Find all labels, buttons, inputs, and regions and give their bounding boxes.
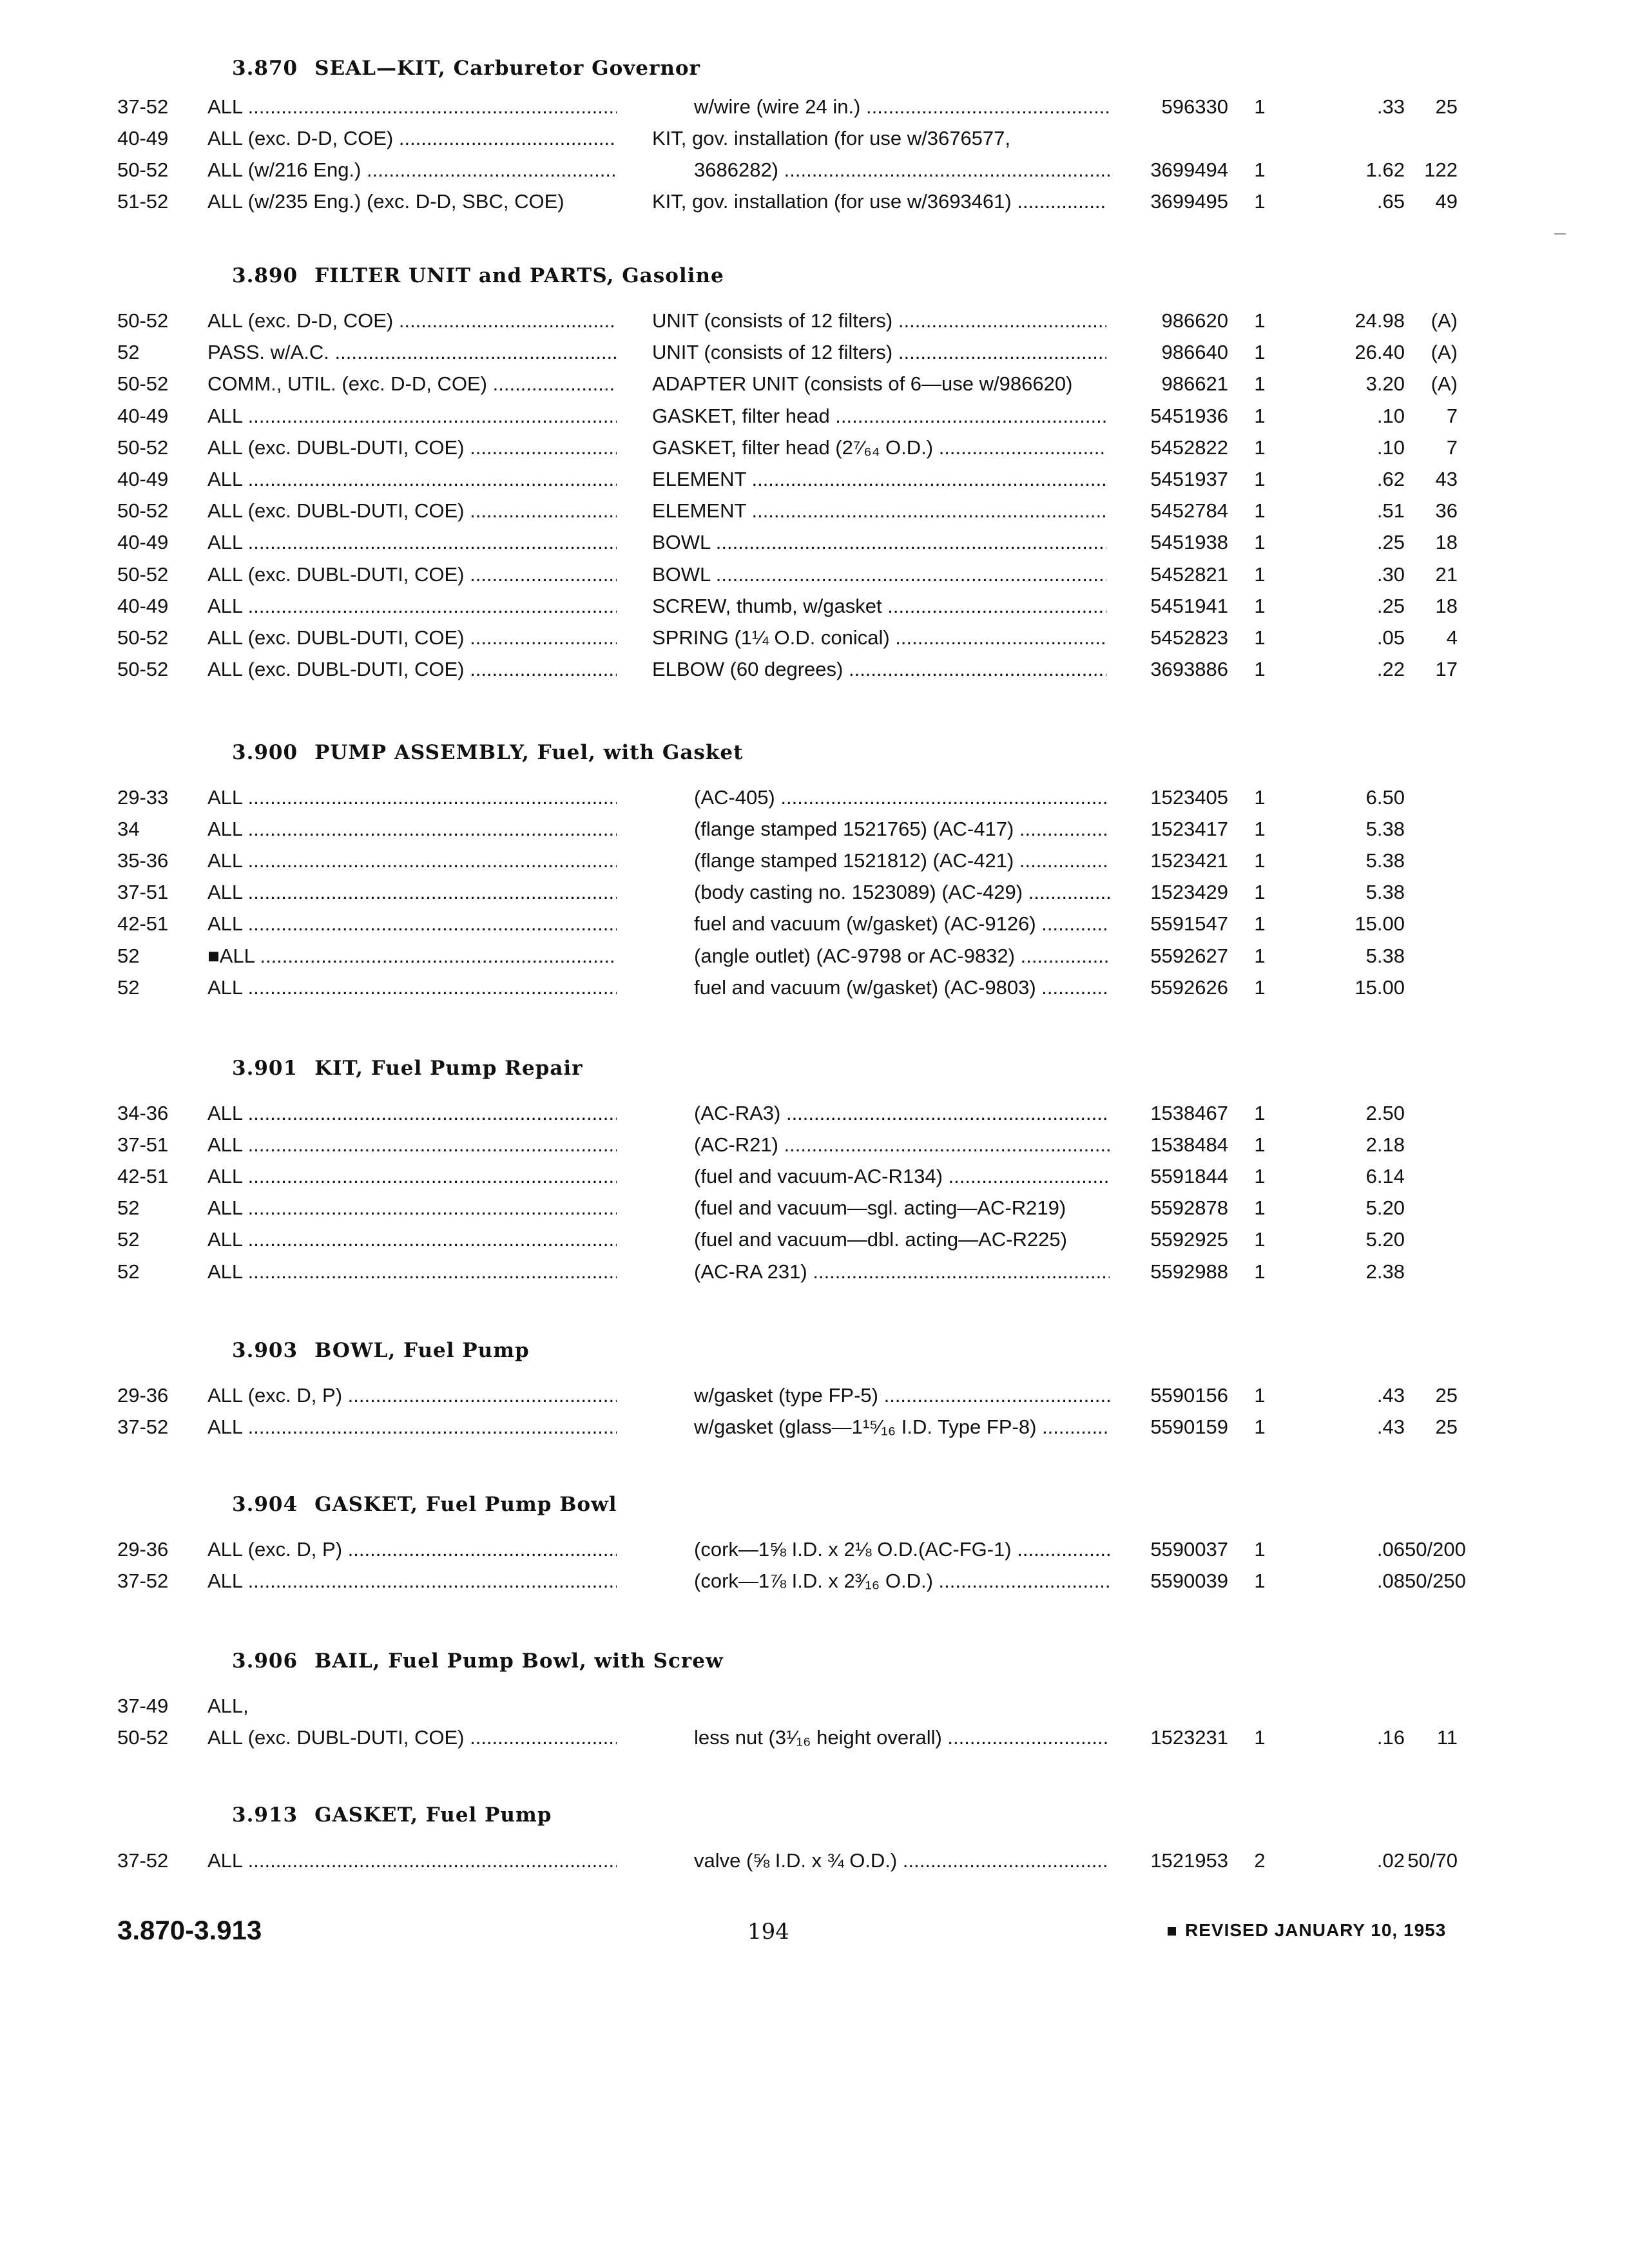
- model-years: 37-51: [117, 881, 169, 903]
- parts-row: [0, 464, 1629, 495]
- part-number: 1523231: [1150, 1726, 1228, 1749]
- part-description: (AC-RA 231) .....: [694, 1256, 1110, 1287]
- model-applicability: ALL .....: [207, 972, 617, 1003]
- section-title: [232, 57, 700, 80]
- model-applicability: ALL (exc. DUBL-DUTI, COE) .....: [207, 495, 617, 526]
- model-applicability: ALL (exc. DUBL-DUTI, COE) .....: [207, 1722, 617, 1753]
- part-description: BOWL .....: [652, 559, 1106, 590]
- parts-row: [0, 1380, 1629, 1411]
- list-price: .10: [1376, 436, 1405, 459]
- model-applicability: ALL .....: [207, 91, 617, 122]
- model-applicability: PASS. w/A.C. .....: [207, 337, 617, 368]
- model-applicability: ALL .....: [207, 908, 617, 939]
- package-quantity: 49: [1435, 190, 1458, 213]
- model-applicability: ALL (exc. D-D, COE) .....: [207, 123, 617, 154]
- quantity: 1: [1254, 945, 1266, 967]
- parts-row: [0, 1256, 1629, 1287]
- parts-row: [0, 1098, 1629, 1129]
- model-applicability: ALL .....: [207, 845, 617, 876]
- parts-row: [0, 1224, 1629, 1255]
- part-number: 1521953: [1150, 1849, 1228, 1872]
- section-title: [232, 1339, 530, 1362]
- part-description: UNIT (consists of 12 filters) .....: [652, 337, 1106, 368]
- quantity: 1: [1254, 595, 1266, 617]
- model-years: 37-52: [117, 1416, 169, 1438]
- model-applicability: ALL .....: [207, 1845, 617, 1876]
- quantity: 1: [1254, 818, 1266, 840]
- part-description: w/gasket (glass—1¹⁵⁄₁₆ I.D. Type FP-8) .....: [694, 1412, 1110, 1443]
- quantity: 2: [1254, 1849, 1266, 1872]
- list-price: .33: [1376, 95, 1405, 118]
- quantity: 1: [1254, 881, 1266, 903]
- model-years: 52: [117, 945, 140, 967]
- part-number: 5451937: [1150, 468, 1228, 490]
- parts-row: [0, 1534, 1629, 1565]
- list-price: 5.38: [1365, 945, 1405, 967]
- part-description: (AC-RA3) .....: [694, 1098, 1110, 1129]
- model-applicability: ALL (exc. DUBL-DUTI, COE) .....: [207, 432, 617, 463]
- model-years: 40-49: [117, 531, 169, 553]
- part-number: 3699495: [1150, 190, 1228, 213]
- part-description: SCREW, thumb, w/gasket .....: [652, 591, 1106, 622]
- quantity: 1: [1254, 1416, 1266, 1438]
- model-applicability: ALL .....: [207, 1566, 617, 1597]
- model-applicability: ALL (exc. D, P) .....: [207, 1380, 617, 1411]
- model-applicability: ALL .....: [207, 527, 617, 558]
- part-number: 5592925: [1150, 1228, 1228, 1251]
- part-description: (flange stamped 1521765) (AC-417) .....: [694, 814, 1110, 845]
- model-years: 50-52: [117, 159, 169, 181]
- list-price: 24.98: [1354, 309, 1405, 332]
- list-price: .08: [1376, 1570, 1405, 1592]
- model-years: 50-52: [117, 499, 169, 522]
- part-number: 5592878: [1150, 1196, 1228, 1219]
- model-years: 37-51: [117, 1133, 169, 1156]
- parts-row: [0, 1129, 1629, 1160]
- package-quantity: 17: [1435, 658, 1458, 680]
- section-title: [232, 1057, 583, 1080]
- parts-row: [0, 559, 1629, 590]
- package-quantity: 25: [1435, 1384, 1458, 1407]
- part-number: 5452823: [1150, 626, 1228, 649]
- part-description: (body casting no. 1523089) (AC-429) .....: [694, 877, 1110, 908]
- package-quantity: 50/250: [1405, 1570, 1466, 1592]
- parts-row: [0, 1412, 1629, 1443]
- model-years: 34-36: [117, 1102, 169, 1124]
- part-number: 5592626: [1150, 976, 1228, 999]
- parts-row: [0, 527, 1629, 558]
- package-quantity: 50/200: [1405, 1538, 1466, 1561]
- parts-row: [0, 972, 1629, 1003]
- footer-section-range: 3.870-3.913: [117, 1915, 262, 1945]
- parts-row: [0, 495, 1629, 526]
- list-price: 6.50: [1365, 786, 1405, 809]
- list-price: 5.38: [1365, 849, 1405, 872]
- parts-row: [0, 1722, 1629, 1753]
- section-number: 3.906: [232, 1649, 298, 1673]
- model-applicability: ALL .....: [207, 591, 617, 622]
- list-price: 1.62: [1365, 159, 1405, 181]
- part-description: (fuel and vacuum-AC-R134) .....: [694, 1161, 1110, 1192]
- section-title: [232, 1649, 724, 1673]
- parts-row: [0, 1566, 1629, 1597]
- model-years: 50-52: [117, 658, 169, 680]
- quantity: 1: [1254, 1196, 1266, 1219]
- package-quantity: 18: [1435, 595, 1458, 617]
- part-number: 5452784: [1150, 499, 1228, 522]
- package-quantity: 7: [1446, 436, 1458, 459]
- list-price: .51: [1376, 499, 1405, 522]
- footer-revised-note: [1168, 1920, 1446, 1941]
- quantity: 1: [1254, 563, 1266, 586]
- parts-row: [0, 432, 1629, 463]
- quantity: 1: [1254, 1260, 1266, 1283]
- quantity: 1: [1254, 468, 1266, 490]
- part-number: 1523417: [1150, 818, 1228, 840]
- model-applicability: COMM., UTIL. (exc. D-D, COE) .....: [207, 369, 617, 399]
- model-applicability: ALL .....: [207, 1224, 617, 1255]
- part-number: 5590156: [1150, 1384, 1228, 1407]
- part-number: 1523429: [1150, 881, 1228, 903]
- quantity: 1: [1254, 405, 1266, 427]
- parts-row: [0, 622, 1629, 653]
- list-price: 2.38: [1365, 1260, 1405, 1283]
- part-description: 3686282) .....: [694, 155, 1110, 186]
- part-number: 5452822: [1150, 436, 1228, 459]
- model-applicability: ALL .....: [207, 1098, 617, 1129]
- model-years: 52: [117, 1260, 140, 1283]
- part-number: 5452821: [1150, 563, 1228, 586]
- parts-row: [0, 845, 1629, 876]
- model-years: 35-36: [117, 849, 169, 872]
- part-number: 5592627: [1150, 945, 1228, 967]
- model-years: 42-51: [117, 1165, 169, 1187]
- part-description: less nut (3¹⁄₁₆ height overall) .....: [694, 1722, 1110, 1753]
- section-title: [232, 1803, 552, 1827]
- quantity: 1: [1254, 95, 1266, 118]
- section-heading: GASKET, Fuel Pump Bowl: [314, 1493, 617, 1516]
- part-description: (cork—1⅝ I.D. x 2⅛ O.D.(AC-FG-1) .....: [694, 1534, 1110, 1565]
- list-price: .25: [1376, 595, 1405, 617]
- section-number: 3.901: [232, 1057, 298, 1080]
- quantity: 1: [1254, 499, 1266, 522]
- list-price: 3.20: [1365, 372, 1405, 395]
- parts-row: [0, 369, 1629, 399]
- model-years: 37-49: [117, 1695, 169, 1717]
- part-number: 5591547: [1150, 912, 1228, 935]
- list-price: .43: [1376, 1384, 1405, 1407]
- part-description: (fuel and vacuum—dbl. acting—AC-R225): [694, 1228, 1067, 1251]
- part-description: fuel and vacuum (w/gasket) (AC-9803) .....: [694, 972, 1110, 1003]
- list-price: .65: [1376, 190, 1405, 213]
- parts-row: [0, 654, 1629, 685]
- part-number: 5592988: [1150, 1260, 1228, 1283]
- model-years: 51-52: [117, 190, 169, 213]
- model-years: 37-52: [117, 1570, 169, 1592]
- parts-row: [0, 91, 1629, 122]
- model-years: 29-36: [117, 1538, 169, 1561]
- part-description: ELEMENT .....: [652, 495, 1106, 526]
- parts-row: [0, 1845, 1629, 1876]
- package-quantity: 11: [1436, 1726, 1458, 1749]
- quantity: 1: [1254, 1384, 1266, 1407]
- part-description: GASKET, filter head .....: [652, 401, 1106, 432]
- part-description: ELEMENT .....: [652, 464, 1106, 495]
- list-price: 6.14: [1365, 1165, 1405, 1187]
- quantity: 1: [1254, 190, 1266, 213]
- model-applicability: ALL .....: [207, 814, 617, 845]
- section-heading: PUMP ASSEMBLY, Fuel, with Gasket: [314, 741, 744, 764]
- part-number: 1538484: [1150, 1133, 1228, 1156]
- parts-row: [0, 1691, 1629, 1722]
- part-description: (AC-405) .....: [694, 782, 1110, 813]
- package-quantity: 25: [1435, 95, 1458, 118]
- part-number: 3699494: [1150, 159, 1228, 181]
- part-number: 5591844: [1150, 1165, 1228, 1187]
- quantity: 1: [1254, 626, 1266, 649]
- part-description: (angle outlet) (AC-9798 or AC-9832) .....: [694, 941, 1110, 972]
- list-price: 5.20: [1365, 1228, 1405, 1251]
- list-price: 15.00: [1354, 976, 1405, 999]
- model-applicability: ALL .....: [207, 401, 617, 432]
- part-description: w/wire (wire 24 in.) .....: [694, 91, 1110, 122]
- model-years: 29-33: [117, 786, 169, 809]
- quantity: 1: [1254, 1726, 1266, 1749]
- package-quantity: (A): [1431, 341, 1458, 363]
- package-quantity: 50/70: [1407, 1849, 1458, 1872]
- parts-row: [0, 877, 1629, 908]
- quantity: 1: [1254, 658, 1266, 680]
- part-description: w/gasket (type FP-5) .....: [694, 1380, 1110, 1411]
- part-number: 986640: [1161, 341, 1228, 363]
- package-quantity: 21: [1435, 563, 1458, 586]
- model-applicability: ■ALL .....: [207, 941, 617, 972]
- model-years: 40-49: [117, 405, 169, 427]
- list-price: .22: [1376, 658, 1405, 680]
- model-applicability: ALL (exc. DUBL-DUTI, COE) .....: [207, 559, 617, 590]
- parts-row: [0, 123, 1629, 154]
- quantity: 1: [1254, 1165, 1266, 1187]
- model-applicability: ALL .....: [207, 1129, 617, 1160]
- list-price: 5.38: [1365, 818, 1405, 840]
- parts-row: [0, 591, 1629, 622]
- section-heading: BOWL, Fuel Pump: [314, 1339, 530, 1362]
- part-description: ADAPTER UNIT (consists of 6—use w/986620): [652, 372, 1073, 395]
- part-number: 1538467: [1150, 1102, 1228, 1124]
- model-applicability: ALL .....: [207, 877, 617, 908]
- part-description: valve (⅝ I.D. x ¾ O.D.) .....: [694, 1845, 1110, 1876]
- section-heading: GASKET, Fuel Pump: [314, 1803, 552, 1827]
- quantity: 1: [1254, 1228, 1266, 1251]
- section-title: [232, 1493, 617, 1516]
- parts-row: [0, 1161, 1629, 1192]
- quantity: 1: [1254, 1538, 1266, 1561]
- part-description: (AC-R21) .....: [694, 1129, 1110, 1160]
- parts-row: [0, 401, 1629, 432]
- parts-row: [0, 782, 1629, 813]
- quantity: 1: [1254, 1102, 1266, 1124]
- list-price: .62: [1376, 468, 1405, 490]
- quantity: 1: [1254, 786, 1266, 809]
- parts-row: [0, 1193, 1629, 1224]
- model-years: 50-52: [117, 309, 169, 332]
- list-price: .25: [1376, 531, 1405, 553]
- model-years: 37-52: [117, 1849, 169, 1872]
- package-quantity: 18: [1435, 531, 1458, 553]
- parts-row: [0, 337, 1629, 368]
- model-applicability: ALL .....: [207, 1256, 617, 1287]
- model-applicability: ALL (w/235 Eng.) (exc. D-D, SBC, COE): [207, 190, 564, 213]
- section-heading: SEAL—KIT, Carburetor Governor: [314, 57, 700, 80]
- section-number: 3.913: [232, 1803, 298, 1827]
- package-quantity: (A): [1431, 372, 1458, 395]
- section-number: 3.870: [232, 57, 298, 80]
- model-applicability: ALL .....: [207, 1412, 617, 1443]
- quantity: 1: [1254, 531, 1266, 553]
- model-applicability: ALL (exc. DUBL-DUTI, COE) .....: [207, 654, 617, 685]
- section-number: 3.904: [232, 1493, 298, 1516]
- parts-row: [0, 305, 1629, 336]
- part-number: 5451936: [1150, 405, 1228, 427]
- parts-row: [0, 941, 1629, 972]
- package-quantity: 122: [1424, 159, 1458, 181]
- list-price: .10: [1376, 405, 1405, 427]
- part-description: KIT, gov. installation (for use w/3676577,: [652, 127, 1011, 149]
- revised-date: REVISED JANUARY 10, 1953: [1185, 1920, 1447, 1940]
- quantity: 1: [1254, 1570, 1266, 1592]
- part-number: 5590037: [1150, 1538, 1228, 1561]
- section-title: [232, 264, 724, 287]
- model-years: 50-52: [117, 372, 169, 395]
- part-description: (flange stamped 1521812) (AC-421) .....: [694, 845, 1110, 876]
- model-years: 40-49: [117, 595, 169, 617]
- model-years: 40-49: [117, 127, 169, 149]
- part-description: KIT, gov. installation (for use w/3693461) .....: [652, 186, 1106, 217]
- part-description: ELBOW (60 degrees) .....: [652, 654, 1106, 685]
- model-years: 40-49: [117, 468, 169, 490]
- part-number: 986621: [1161, 372, 1228, 395]
- list-price: .05: [1376, 626, 1405, 649]
- model-applicability: ALL .....: [207, 782, 617, 813]
- model-years: 50-52: [117, 1726, 169, 1749]
- model-applicability: ALL (exc. D, P) .....: [207, 1534, 617, 1565]
- list-price: 15.00: [1354, 912, 1405, 935]
- model-years: 52: [117, 1228, 140, 1251]
- part-number: 3693886: [1150, 658, 1228, 680]
- section-number: 3.900: [232, 741, 298, 764]
- list-price: .02: [1376, 1849, 1405, 1872]
- list-price: 5.38: [1365, 881, 1405, 903]
- quantity: 1: [1254, 341, 1266, 363]
- model-years: 29-36: [117, 1384, 169, 1407]
- model-years: 50-52: [117, 436, 169, 459]
- model-years: 42-51: [117, 912, 169, 935]
- footer-page-number: 194: [747, 1919, 789, 1945]
- list-price: .16: [1376, 1726, 1405, 1749]
- quantity: 1: [1254, 1133, 1266, 1156]
- list-price: .30: [1376, 563, 1405, 586]
- quantity: 1: [1254, 976, 1266, 999]
- model-applicability: ALL (exc. DUBL-DUTI, COE) .....: [207, 622, 617, 653]
- model-applicability: ALL .....: [207, 1193, 617, 1224]
- parts-row: [0, 814, 1629, 845]
- section-heading: FILTER UNIT and PARTS, Gasoline: [314, 264, 724, 287]
- part-description: GASKET, filter head (2⁷⁄₆₄ O.D.) .....: [652, 432, 1106, 463]
- part-description: (cork—1⅞ I.D. x 2³⁄₁₆ O.D.) .....: [694, 1566, 1110, 1597]
- part-number: 1523405: [1150, 786, 1228, 809]
- part-number: 596330: [1161, 95, 1228, 118]
- part-number: 986620: [1161, 309, 1228, 332]
- revision-marker-icon: [1168, 1927, 1176, 1936]
- list-price: 5.20: [1365, 1196, 1405, 1219]
- list-price: 2.18: [1365, 1133, 1405, 1156]
- model-applicability: ALL .....: [207, 464, 617, 495]
- model-years: 37-52: [117, 95, 169, 118]
- model-applicability: ALL .....: [207, 1161, 617, 1192]
- model-years: 34: [117, 818, 140, 840]
- model-applicability: ALL,: [207, 1695, 249, 1717]
- part-description: fuel and vacuum (w/gasket) (AC-9126) .....: [694, 908, 1110, 939]
- part-number: 5451941: [1150, 595, 1228, 617]
- part-description: (fuel and vacuum—sgl. acting—AC-R219): [694, 1196, 1066, 1219]
- section-number: 3.890: [232, 264, 298, 287]
- section-title: [232, 741, 743, 764]
- part-number: 5451938: [1150, 531, 1228, 553]
- parts-row: [0, 186, 1629, 217]
- model-applicability: ALL (w/216 Eng.) .....: [207, 155, 617, 186]
- part-description: SPRING (1¼ O.D. conical) .....: [652, 622, 1106, 653]
- quantity: 1: [1254, 436, 1266, 459]
- quantity: 1: [1254, 912, 1266, 935]
- parts-row: [0, 155, 1629, 186]
- part-number: 5590159: [1150, 1416, 1228, 1438]
- list-price: .43: [1376, 1416, 1405, 1438]
- part-number: 5590039: [1150, 1570, 1228, 1592]
- section-heading: BAIL, Fuel Pump Bowl, with Screw: [314, 1649, 724, 1673]
- quantity: 1: [1254, 159, 1266, 181]
- list-price: 26.40: [1354, 341, 1405, 363]
- model-years: 50-52: [117, 626, 169, 649]
- package-quantity: 36: [1435, 499, 1458, 522]
- package-quantity: 25: [1435, 1416, 1458, 1438]
- package-quantity: (A): [1431, 309, 1458, 332]
- package-quantity: 7: [1446, 405, 1458, 427]
- quantity: 1: [1254, 309, 1266, 332]
- part-description: BOWL .....: [652, 527, 1106, 558]
- scan-speck: [1554, 233, 1566, 235]
- section-heading: KIT, Fuel Pump Repair: [314, 1057, 583, 1080]
- model-years: 50-52: [117, 563, 169, 586]
- section-number: 3.903: [232, 1339, 298, 1362]
- quantity: 1: [1254, 849, 1266, 872]
- quantity: 1: [1254, 372, 1266, 395]
- model-years: 52: [117, 341, 140, 363]
- parts-row: [0, 908, 1629, 939]
- model-years: 52: [117, 976, 140, 999]
- package-quantity: 4: [1446, 626, 1458, 649]
- part-number: 1523421: [1150, 849, 1228, 872]
- model-applicability: ALL (exc. D-D, COE) .....: [207, 305, 617, 336]
- list-price: .06: [1376, 1538, 1405, 1561]
- package-quantity: 43: [1435, 468, 1458, 490]
- list-price: 2.50: [1365, 1102, 1405, 1124]
- model-years: 52: [117, 1196, 140, 1219]
- part-description: UNIT (consists of 12 filters) .....: [652, 305, 1106, 336]
